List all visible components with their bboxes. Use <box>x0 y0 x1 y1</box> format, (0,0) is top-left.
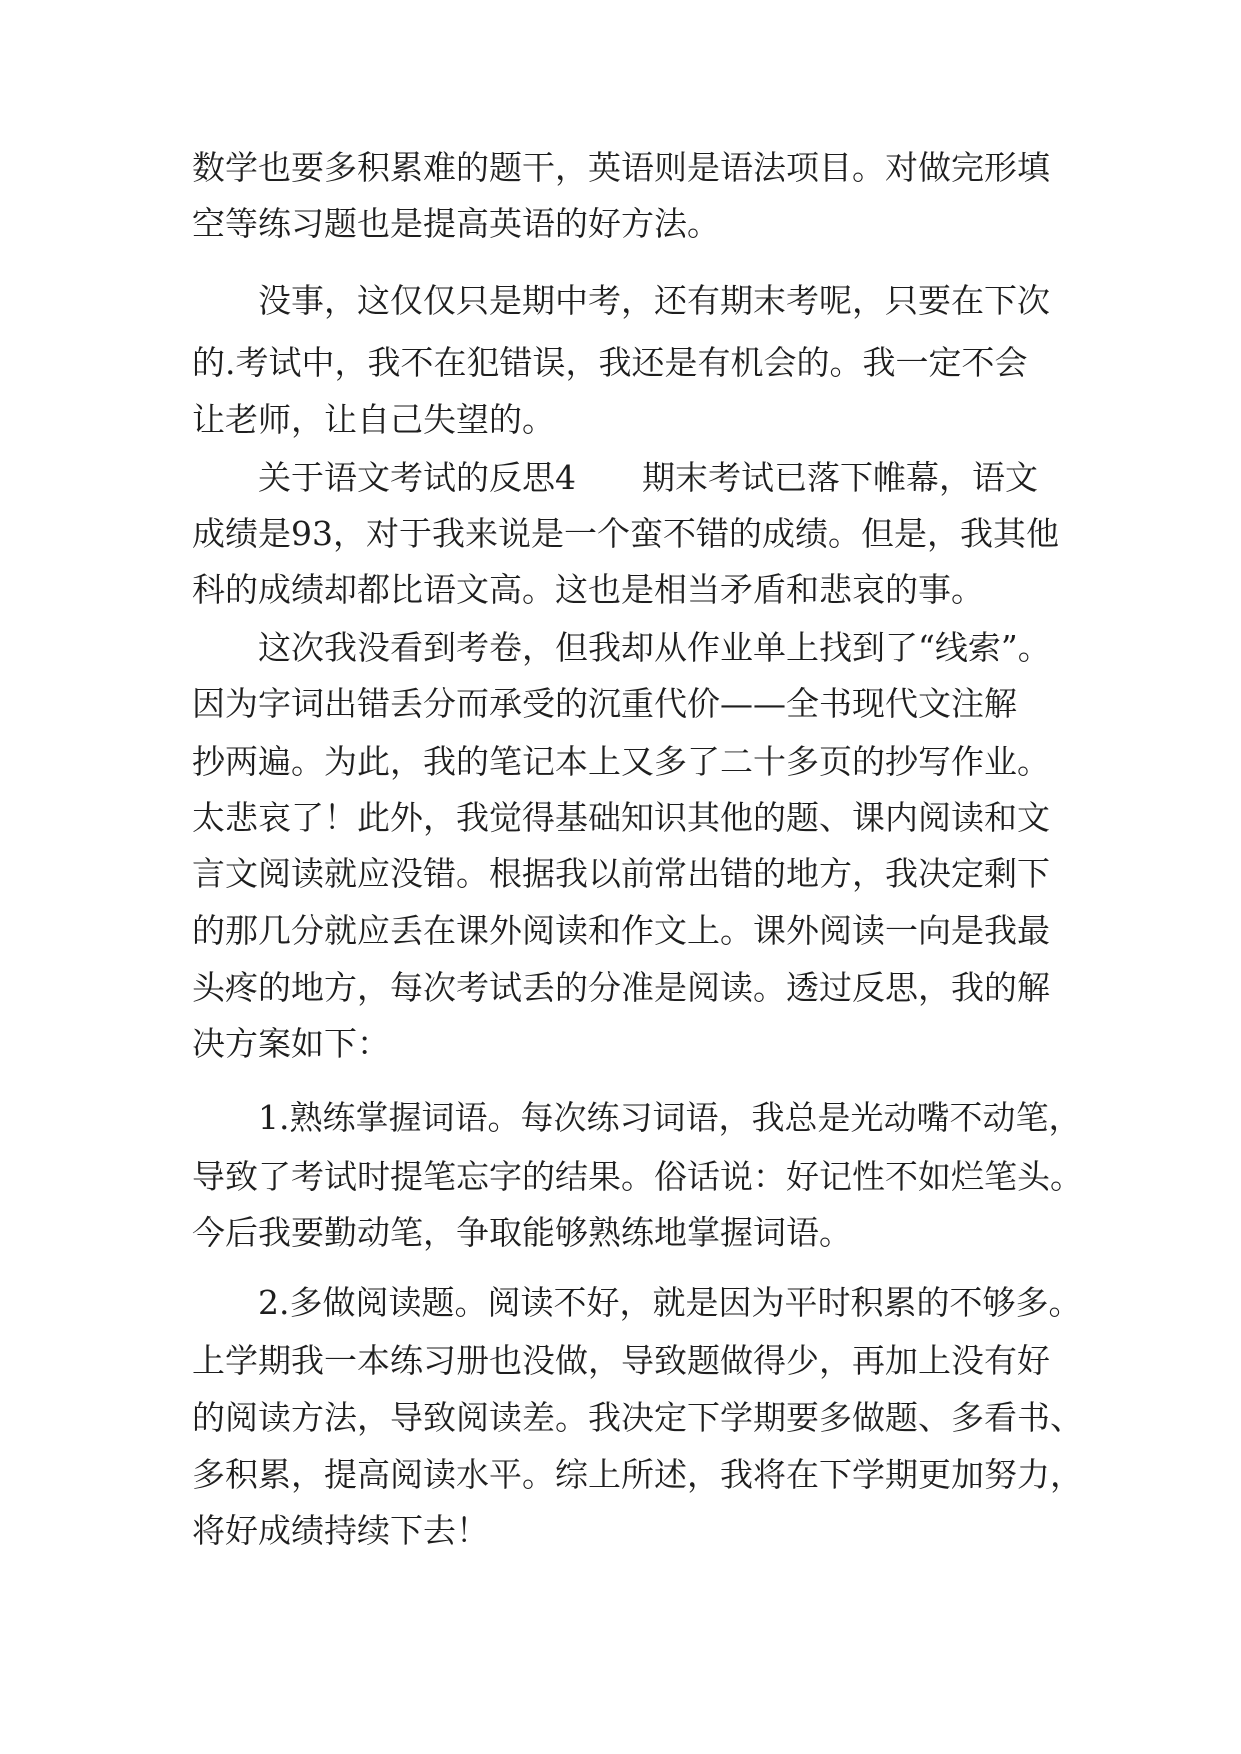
text-line: 2.多做阅读题。阅读不好，就是因为平时积累的不够多。 <box>258 1283 1082 1322</box>
text-line: 成绩是93，对于我来说是一个蛮不错的成绩。但是，我其他 <box>192 514 1059 553</box>
text-line: 科的成绩却都比语文高。这也是相当矛盾和悲哀的事。 <box>192 570 984 609</box>
text-line: 太悲哀了！此外，我觉得基础知识其他的题、课内阅读和文 <box>192 798 1050 837</box>
text-line: 抄两遍。为此，我的笔记本上又多了二十多页的抄写作业。 <box>192 742 1050 781</box>
text-line: 让老师，让自己失望的。 <box>192 400 555 439</box>
text-line: 的阅读方法，导致阅读差。我决定下学期要多做题、多看书、 <box>192 1398 1083 1437</box>
text-line: 的那几分就应丢在课外阅读和作文上。课外阅读一向是我最 <box>192 911 1050 950</box>
text-line: 今后我要勤动笔，争取能够熟练地掌握词语。 <box>192 1213 852 1252</box>
text-line: 1.熟练掌握词语。每次练习词语，我总是光动嘴不动笔， <box>258 1098 1082 1137</box>
text-line: 决方案如下： <box>192 1024 390 1063</box>
text-line: 因为字词出错丢分而承受的沉重代价——全书现代文注解 <box>192 684 1017 723</box>
text-line: 导致了考试时提笔忘字的结果。俗话说：好记性不如烂笔头。 <box>192 1157 1083 1196</box>
text-line: 空等练习题也是提高英语的好方法。 <box>192 204 720 243</box>
text-line: 数学也要多积累难的题干，英语则是语法项目。对做完形填 <box>192 148 1050 187</box>
text-line: 的.考试中，我不在犯错误，我还是有机会的。我一定不会 <box>192 343 1028 382</box>
text-line: 上学期我一本练习册也没做，导致题做得少，再加上没有好 <box>192 1341 1050 1380</box>
text-line: 头疼的地方，每次考试丢的分准是阅读。透过反思，我的解 <box>192 968 1050 1007</box>
text-line: 没事，这仅仅只是期中考，还有期末考呢，只要在下次 <box>258 281 1050 320</box>
text-line: 这次我没看到考卷，但我却从作业单上找到了“线索”。 <box>258 628 1051 667</box>
text-line: 关于语文考试的反思4 期末考试已落下帷幕，语文 <box>258 458 1038 497</box>
text-line: 多积累，提高阅读水平。综上所述，我将在下学期更加努力， <box>192 1455 1083 1494</box>
text-line: 言文阅读就应没错。根据我以前常出错的地方，我决定剩下 <box>192 854 1050 893</box>
text-line: 将好成绩持续下去！ <box>192 1511 489 1550</box>
